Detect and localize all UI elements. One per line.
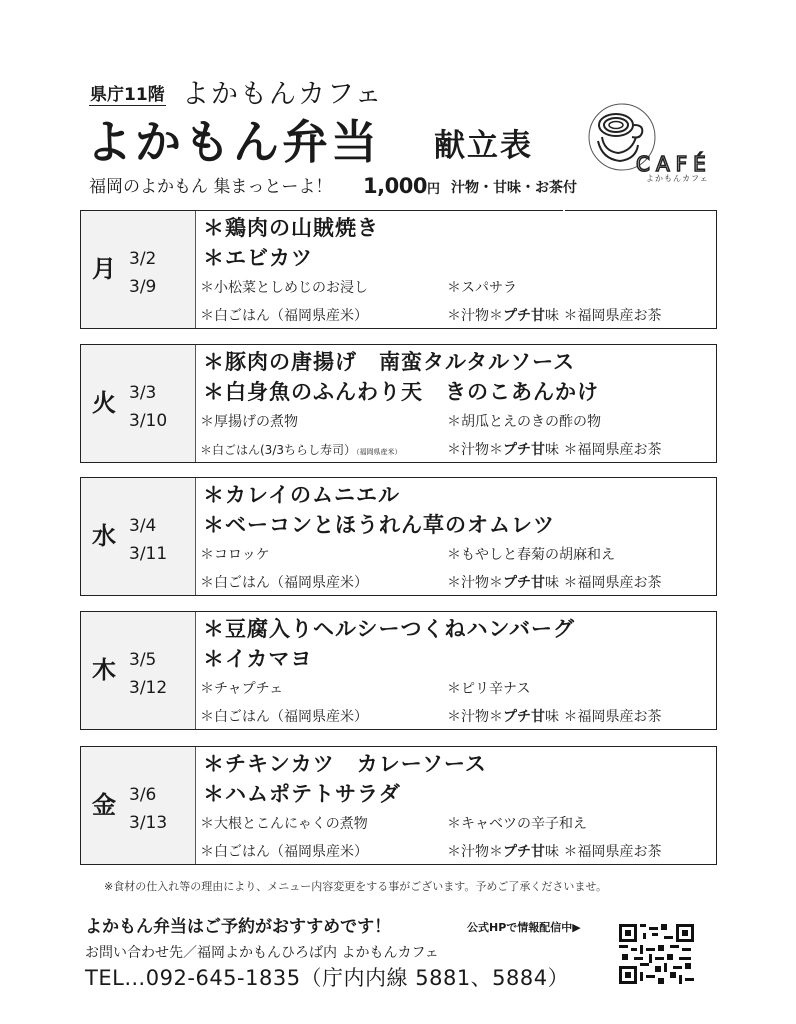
extras-suffix: 味 ＊福岡県産お茶	[545, 442, 662, 458]
side-dish-1: ＊コロッケ	[200, 547, 270, 563]
telephone: TEL…092-645-1835（庁内内線 5881、5884）	[85, 966, 570, 990]
rice-text: ＊白ごはん（福岡県産米）	[200, 575, 368, 591]
day-label: 水	[92, 522, 116, 550]
rice-text: ＊白ごはん（福岡県産米）	[200, 308, 368, 324]
extras-bold: プチ甘	[503, 442, 545, 458]
included-items: 汁物・甘味・お茶付	[451, 180, 577, 196]
page-subtitle: 献立表	[434, 128, 533, 164]
rice-text: ＊白ごはん（福岡県産米）	[200, 844, 368, 860]
side-dish-2: ＊もやしと春菊の胡麻和え	[447, 547, 615, 563]
menu-column	[196, 211, 716, 328]
menu-column	[196, 747, 716, 864]
main-dish-2: ＊白身魚のふんわり天 きのこあんかけ	[203, 380, 599, 404]
menu-day-wednesday	[80, 477, 717, 596]
extras-prefix: ＊汁物＊	[447, 308, 503, 324]
side-dish-1: ＊大根とこんにゃくの煮物	[200, 816, 368, 832]
day-label: 木	[92, 656, 116, 684]
rice	[200, 707, 368, 727]
extras-prefix: ＊汁物＊	[447, 844, 503, 860]
main-dish-2: ＊イカマヨ	[203, 647, 313, 671]
main-dish-2: ＊ベーコンとほうれん草のオムレツ	[203, 513, 555, 537]
date-second: 3/11	[129, 544, 168, 564]
rice-text: ＊白ごはん(3/3ちらし寿司）	[200, 443, 356, 457]
rice	[200, 842, 368, 862]
main-dish-2: ＊エビカツ	[203, 246, 313, 270]
menu-column	[196, 478, 716, 595]
main-dish-1: ＊カレイのムニエル	[203, 483, 400, 507]
day-column	[81, 345, 196, 462]
rice	[200, 440, 402, 462]
price-value: 1,000	[363, 174, 427, 198]
menu-day-thursday	[80, 611, 717, 730]
extras	[447, 573, 661, 593]
menu-day-monday	[80, 210, 717, 329]
official-hp-link[interactable]: 公式HPで情報配信中▶	[467, 921, 581, 934]
day-column	[81, 612, 196, 729]
extras	[447, 707, 661, 727]
reservation-message: よかもん弁当はご予約がおすすめです！	[85, 917, 392, 937]
change-notice: ※食材の仕入れ等の理由により、メニュー内容変更をする事がございます。予めご了承くださいませ。	[104, 880, 608, 893]
day-label: 火	[92, 389, 116, 417]
side-dish-2: ＊スパサラ	[447, 280, 517, 296]
extras-suffix: 味 ＊福岡県産お茶	[545, 308, 662, 324]
main-dish-1: ＊豆腐入りヘルシーつくねハンバーグ	[203, 617, 576, 641]
date-first: 3/4	[129, 516, 157, 536]
menu-column	[196, 345, 716, 462]
extras-suffix: 味 ＊福岡県産お茶	[545, 709, 662, 725]
day-label: 金	[92, 791, 116, 819]
rice-note: （福岡県産米）	[356, 448, 402, 456]
extras-bold: プチ甘	[503, 709, 545, 725]
extras-prefix: ＊汁物＊	[447, 442, 503, 458]
extras-bold: プチ甘	[503, 844, 545, 860]
date-first: 3/3	[129, 383, 157, 403]
side-dish-2: ＊胡瓜とえのきの酢の物	[447, 414, 601, 430]
price	[363, 174, 439, 202]
date-second: 3/12	[129, 678, 168, 698]
menu-column	[196, 612, 716, 729]
day-column	[81, 211, 196, 328]
cafe-name: よかもんカフェ	[182, 79, 384, 110]
rice-text: ＊白ごはん（福岡県産米）	[200, 709, 368, 725]
date-first: 3/2	[129, 249, 157, 269]
contact-info: お問い合わせ先／福岡よかもんひろば内 よかもんカフェ	[85, 945, 439, 961]
extras	[447, 842, 661, 862]
coffee-cup-icon	[588, 103, 720, 183]
price-unit: 円	[426, 182, 440, 197]
main-dish-1: ＊豚肉の唐揚げ 南蛮タルタルソース	[203, 350, 576, 374]
logo-caption: よかもんカフェ	[646, 174, 709, 183]
main-dish-1: ＊チキンカツ カレーソース	[203, 752, 487, 776]
tagline: 福岡のよかもん 集まっとーよ！	[89, 177, 333, 197]
side-dish-1: ＊チャプチェ	[200, 681, 284, 697]
extras-prefix: ＊汁物＊	[447, 709, 503, 725]
floor-label: 県庁11階	[90, 85, 165, 105]
date-first: 3/5	[129, 650, 157, 670]
extras-prefix: ＊汁物＊	[447, 575, 503, 591]
date-second: 3/9	[129, 277, 157, 297]
day-label: 月	[92, 255, 116, 283]
extras	[447, 440, 661, 460]
date-second: 3/13	[129, 813, 168, 833]
main-dish-1: ＊鶏肉の山賊焼き	[203, 216, 379, 240]
extras-bold: プチ甘	[503, 575, 545, 591]
menu-day-friday	[80, 746, 717, 865]
rice	[200, 306, 368, 326]
side-dish-2: ＊ピリ辛ナス	[447, 681, 531, 697]
extras	[447, 306, 661, 326]
side-dish-1: ＊厚揚げの煮物	[200, 414, 298, 430]
side-dish-1: ＊小松菜としめじのお浸し	[200, 280, 368, 296]
svg-text:CAFÉ: CAFÉ	[636, 152, 712, 176]
main-dish-2: ＊ハムポテトサラダ	[203, 782, 401, 806]
rice	[200, 573, 368, 593]
extras-bold: プチ甘	[503, 308, 545, 324]
day-column	[81, 478, 196, 595]
date-first: 3/6	[129, 785, 157, 805]
extras-suffix: 味 ＊福岡県産お茶	[545, 575, 662, 591]
day-column	[81, 747, 196, 864]
date-second: 3/10	[129, 411, 168, 431]
extras-suffix: 味 ＊福岡県産お茶	[545, 844, 662, 860]
menu-day-tuesday	[80, 344, 717, 463]
cafe-logo	[588, 103, 720, 183]
qr-code-icon[interactable]	[619, 924, 694, 984]
page-title: よかもん弁当	[86, 115, 380, 169]
side-dish-2: ＊キャベツの辛子和え	[447, 816, 587, 832]
